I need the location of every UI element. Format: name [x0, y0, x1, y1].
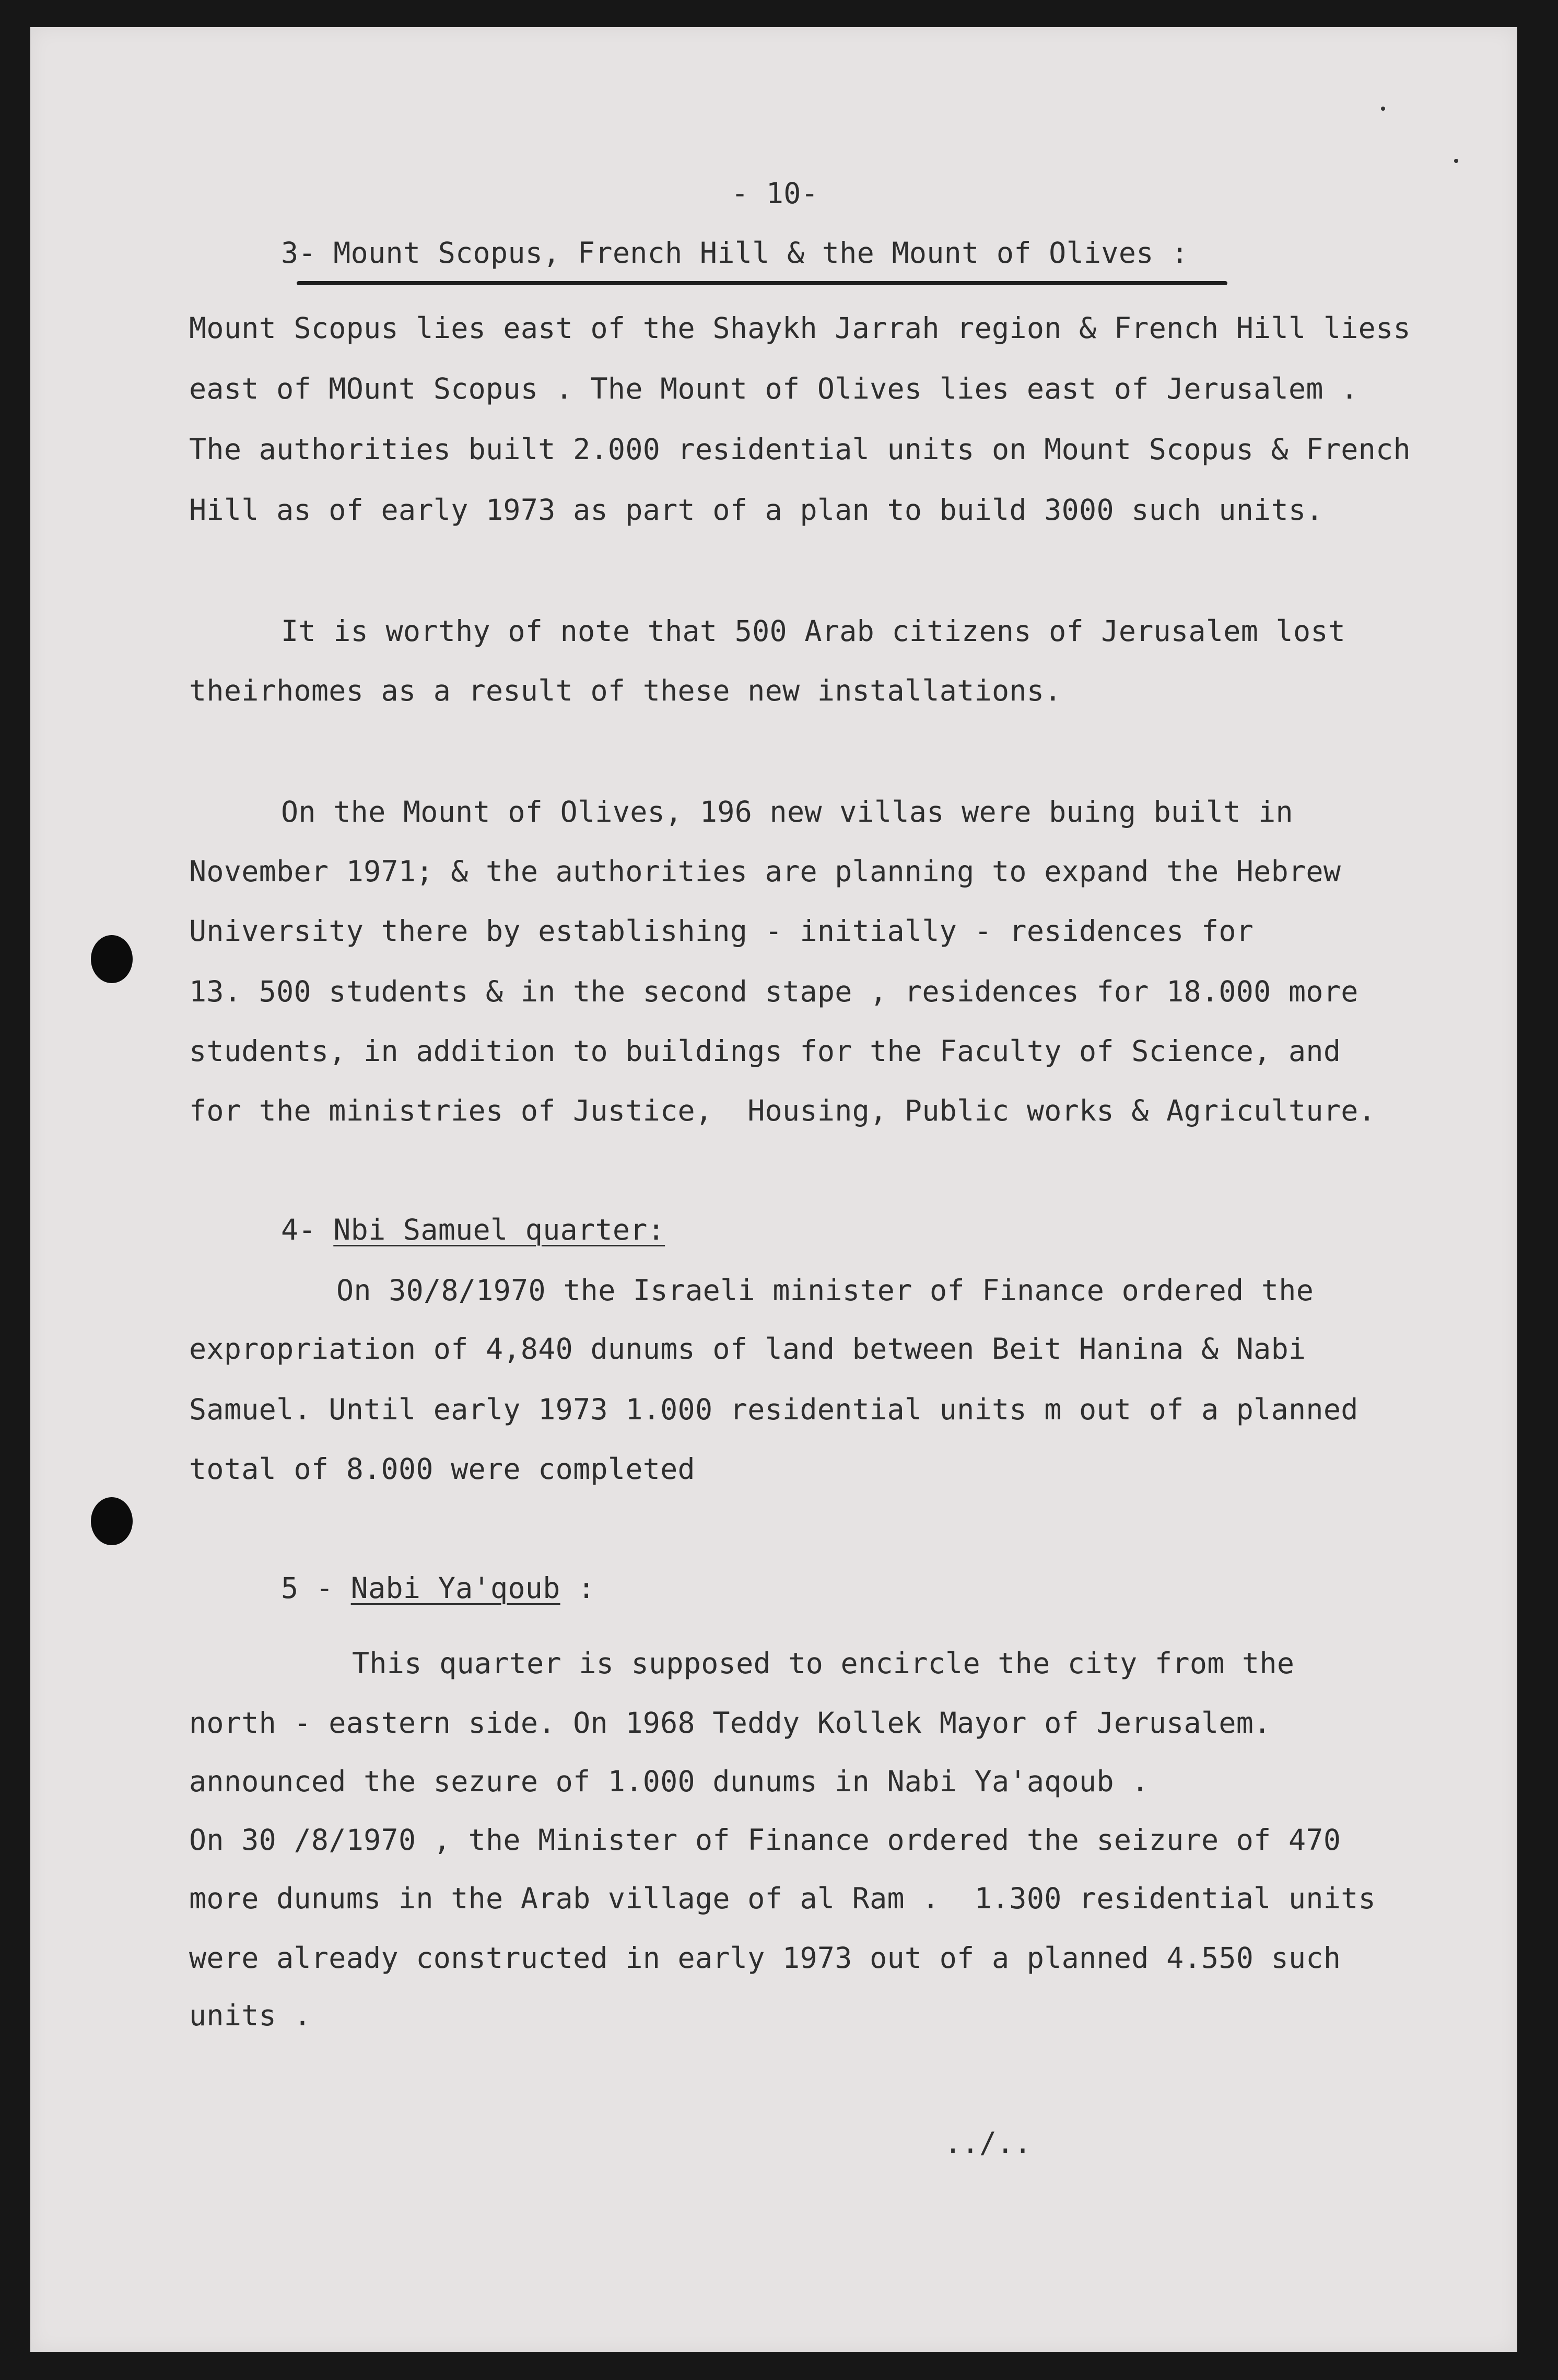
- para1-line-4: Hill as of early 1973 as part of a plan to build 3000 such units.: [189, 493, 1323, 527]
- para3-line-2: November 1971; & the authorities are planning to expand the Hebrew: [189, 855, 1341, 888]
- heading-underline: [297, 281, 1227, 285]
- s5-line-6: were already constructed in early 1973 out of a planned 4.550 such: [189, 1941, 1341, 1975]
- para1-line-2: east of MOunt Scopus . The Mount of Olives lies east of Jerusalem .: [189, 372, 1358, 405]
- ink-speck: [1454, 159, 1458, 163]
- s5-line-1: This quarter is supposed to encircle the city from the: [352, 1647, 1295, 1680]
- section-5-title: Nabi Ya'qoub: [350, 1571, 560, 1605]
- s5-line-7: units .: [189, 1999, 311, 2032]
- s4-line-2: expropriation of 4,840 dunums of land between Beit Hanina & Nabi: [189, 1332, 1306, 1366]
- punch-hole-bottom: [91, 1497, 133, 1545]
- para3-line-4: 13. 500 students & in the second stape , residences for 18.000 more: [189, 975, 1358, 1008]
- para1-line-1: Mount Scopus lies east of the Shaykh Jarrah region & French Hill liess: [189, 311, 1411, 345]
- continuation-mark: ../..: [944, 2126, 1032, 2160]
- s5-line-2: north - eastern side. On 1968 Teddy Kollek Mayor of Jerusalem.: [189, 1706, 1271, 1740]
- s4-line-3: Samuel. Until early 1973 1.000 residential units m out of a planned: [189, 1393, 1358, 1426]
- punch-hole-top: [91, 935, 133, 983]
- para3-line-6: for the ministries of Justice, Housing, Public works & Agriculture.: [189, 1094, 1376, 1127]
- para3-line-1: On the Mount of Olives, 196 new villas were buing built in: [281, 795, 1293, 829]
- section-5-colon: :: [578, 1571, 595, 1605]
- para1-line-3: The authorities built 2.000 residential units on Mount Scopus & French: [189, 433, 1411, 466]
- para2-line-2: theirhomes as a result of these new installations.: [189, 674, 1062, 707]
- s5-line-4: On 30 /8/1970 , the Minister of Finance ordered the seizure of 470: [189, 1823, 1341, 1857]
- s4-line-4: total of 8.000 were completed: [189, 1452, 695, 1486]
- section-5-number: 5 -: [281, 1571, 334, 1605]
- para2-line-1: It is worthy of note that 500 Arab citizens of Jerusalem lost: [281, 614, 1346, 648]
- section-4-title: Nbi Samuel quarter:: [333, 1213, 665, 1246]
- s5-line-5: more dunums in the Arab village of al Ram . 1.300 residential units: [189, 1882, 1376, 1915]
- s5-line-3: announced the sezure of 1.000 dunums in Nabi Ya'aqoub .: [189, 1765, 1149, 1798]
- ink-speck: [1381, 107, 1385, 111]
- para3-line-3: University there by establishing - initially - residences for: [189, 914, 1254, 948]
- section-4-number: 4-: [281, 1213, 316, 1246]
- section-5-heading: [281, 1571, 595, 1605]
- para3-line-5: students, in addition to buildings for the Faculty of Science, and: [189, 1034, 1341, 1068]
- section-3-heading: 3- Mount Scopus, French Hill & the Mount of Olives :: [281, 236, 1189, 270]
- s4-line-1: On 30/8/1970 the Israeli minister of Finance ordered the: [336, 1274, 1314, 1307]
- page-number: - 10-: [731, 177, 819, 210]
- section-4-heading: [281, 1213, 665, 1246]
